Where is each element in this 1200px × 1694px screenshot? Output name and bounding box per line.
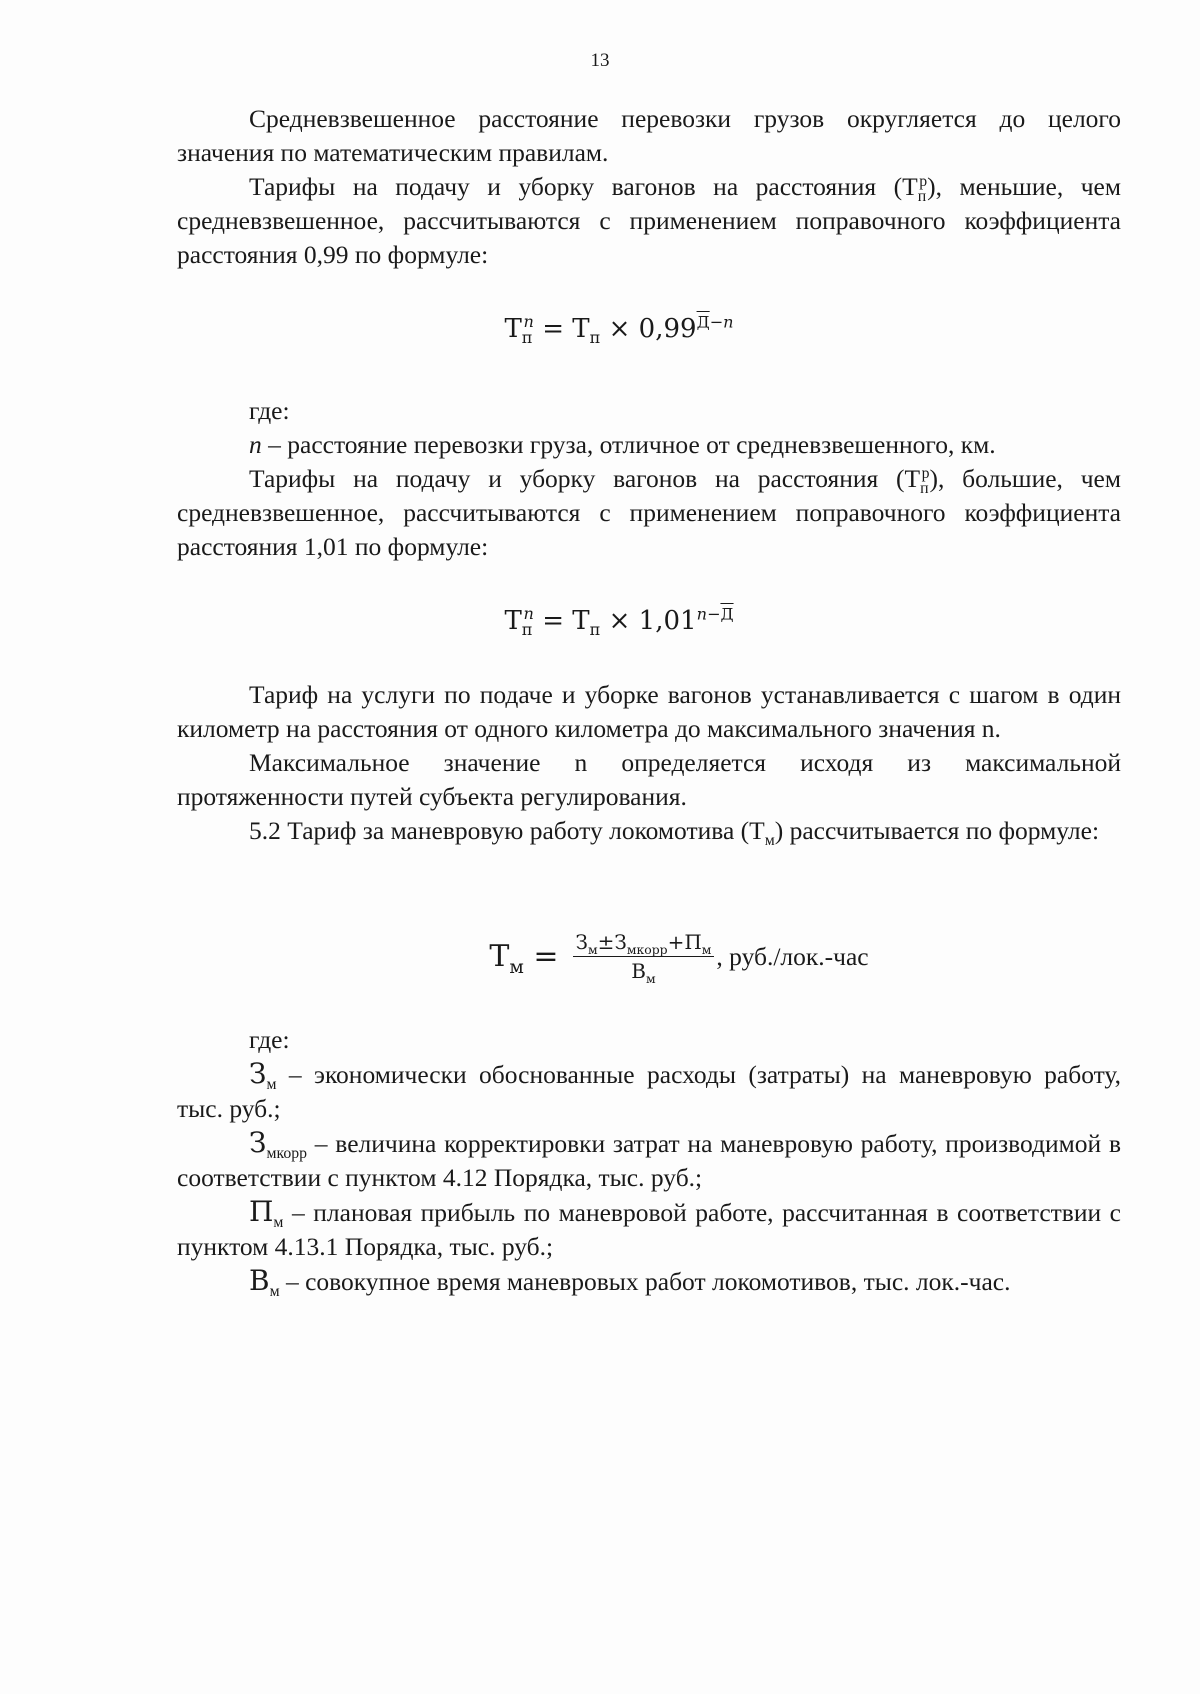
paragraph-rounding: Средневзвешенное расстояние перевозки грузов округляется до целого значения по математическим правилам. bbox=[177, 104, 1121, 167]
formula-subscript: п bbox=[521, 328, 533, 348]
subscript: п bbox=[917, 188, 927, 206]
formula-shunting-tariff bbox=[177, 930, 1121, 986]
variable-subscript: мкорр bbox=[266, 1145, 308, 1163]
formula-subscript: м bbox=[646, 971, 656, 986]
paragraph-text: Тарифы на подачу и уборку вагонов на расстояния (Т bbox=[249, 172, 918, 201]
where-label: где: bbox=[249, 1025, 290, 1054]
formula-subscript: п bbox=[521, 620, 533, 640]
formula-subscript: мкорр bbox=[626, 942, 668, 957]
superscript: р bbox=[919, 172, 928, 190]
paragraph-text: ), большие, чем средневзвешенное, рассчитываются с применением поправочного коэффициента расстояния 1,01 по формуле: bbox=[177, 464, 1121, 561]
formula-larger-distance bbox=[177, 604, 1121, 638]
formula-part: = bbox=[523, 938, 559, 974]
formula-part: ±З bbox=[597, 930, 627, 954]
formula-exponent-part: n− bbox=[696, 604, 721, 624]
formula-smaller-distance bbox=[177, 312, 1121, 346]
formula-exponent-part: −n bbox=[709, 312, 734, 332]
formula-part: Т bbox=[504, 606, 522, 636]
definition-text: – экономически обоснованные расходы (затраты) на маневровую работу, тыс. руб.; bbox=[177, 1060, 1121, 1123]
formula-superscript: n bbox=[523, 604, 534, 624]
formula-part: +П bbox=[667, 930, 702, 954]
formula-subscript: м bbox=[509, 956, 524, 978]
formula-part: × 0,99 bbox=[600, 314, 697, 344]
variable-subscript: м bbox=[269, 1283, 280, 1301]
formula-exponent bbox=[697, 312, 734, 331]
formula-exponent bbox=[697, 604, 734, 623]
paragraph-text: Тарифы на подачу и уборку вагонов на расстояния (Т bbox=[249, 464, 921, 493]
definition-correction bbox=[177, 1126, 1121, 1195]
variable-subscript: м bbox=[266, 1076, 277, 1094]
variable-symbol: З bbox=[249, 1057, 267, 1090]
where-label: где: bbox=[249, 396, 290, 425]
formula-exponent-part: Д bbox=[720, 604, 734, 624]
formula-part: = Т bbox=[533, 606, 590, 636]
definition-n bbox=[177, 428, 1121, 462]
variable-symbol: П bbox=[249, 1195, 274, 1228]
formula-exponent-part: Д bbox=[696, 312, 710, 332]
formula-lhs bbox=[489, 938, 559, 978]
formula-fraction bbox=[573, 930, 715, 986]
variable-symbol: В bbox=[249, 1264, 270, 1297]
formula-superscript: n bbox=[523, 312, 534, 332]
formula-subscript: п bbox=[589, 620, 601, 640]
formula-subscript: м bbox=[588, 942, 598, 957]
definition-text: – расстояние перевозки груза, отличное от средневзвешенного, км. bbox=[261, 430, 996, 459]
formula-subscript: п bbox=[589, 328, 601, 348]
formula-part: Т bbox=[504, 314, 522, 344]
fraction-denominator bbox=[631, 957, 656, 986]
page-number: 13 bbox=[590, 50, 610, 71]
definition-costs bbox=[177, 1057, 1121, 1126]
formula-part: В bbox=[631, 959, 646, 983]
subscript: п bbox=[920, 480, 929, 498]
definition-time bbox=[177, 1264, 1121, 1299]
fraction-numerator bbox=[573, 930, 715, 957]
definition-profit bbox=[177, 1195, 1121, 1264]
formula-part: З bbox=[575, 930, 588, 954]
paragraph-shunting-tariff bbox=[177, 814, 1121, 848]
paragraph-text: ), меньшие, чем средневзвешенное, рассчитываются с применением поправочного коэффициента расстояния 0,99 по формуле: bbox=[177, 172, 1121, 269]
formula-part: Т bbox=[489, 938, 510, 974]
paragraph-tariffs-smaller bbox=[177, 170, 1121, 272]
superscript: р bbox=[921, 464, 930, 482]
definition-text: – величина корректировки затрат на маневровую работу, производимой в соответствии с пунктом 4.12 Порядка, тыс. руб.; bbox=[177, 1129, 1121, 1192]
page-body bbox=[177, 102, 1121, 1299]
paragraph-text: ) рассчитывается по формуле: bbox=[774, 816, 1100, 845]
paragraph-tariffs-larger bbox=[177, 462, 1121, 564]
paragraph-text: 5.2 Тариф за маневровую работу локомотива (Т bbox=[249, 816, 765, 845]
formula-part: × 1,01 bbox=[600, 606, 697, 636]
paragraph-max-value: Максимальное значение n определяется исходя из максимальной протяженности путей субъекта регулирования. bbox=[177, 748, 1121, 811]
formula-subscript: м bbox=[701, 942, 712, 957]
definition-text: – совокупное время маневровых работ локомотивов, тыс. лок.-час. bbox=[279, 1267, 1011, 1296]
subscript: м bbox=[764, 832, 775, 850]
formula-part: = Т bbox=[533, 314, 590, 344]
variable-symbol: З bbox=[249, 1126, 267, 1159]
definition-text: – плановая прибыль по маневровой работе, рассчитанная в соответствии с пунктом 4.13.1 Порядка, тыс. руб.; bbox=[177, 1198, 1121, 1261]
variable-subscript: м bbox=[273, 1214, 284, 1232]
paragraph-tariff-step: Тариф на услуги по подаче и уборке вагонов устанавливается с шагом в один километр на расстояния от одного километра до максимального значения n. bbox=[177, 680, 1121, 743]
formula-unit: , руб./лок.-час bbox=[716, 941, 869, 971]
variable-symbol: n bbox=[249, 430, 262, 459]
